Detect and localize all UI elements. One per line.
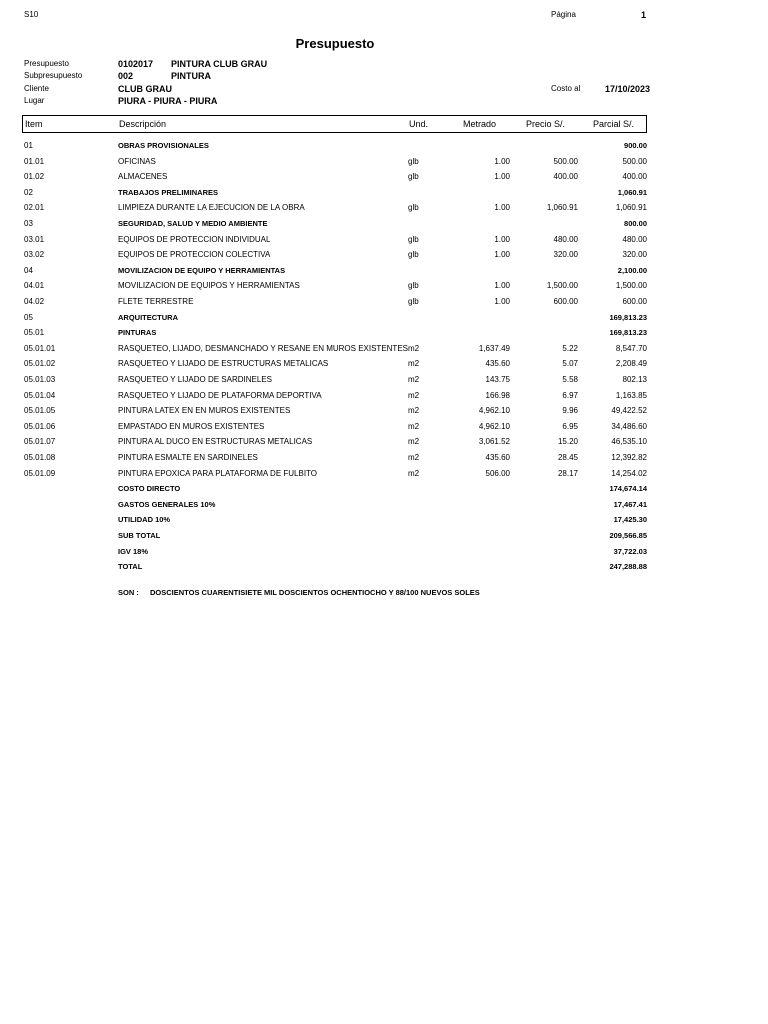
row-parcial: 1,060.91 [615,203,647,213]
table-row [0,141,768,155]
row-item: 04.02 [24,297,45,306]
row-description: PINTURA AL DUCO EN ESTRUCTURAS METALICAS [118,437,313,447]
lugar-label: Lugar [24,96,45,105]
row-metrado: 1.00 [494,156,510,166]
row-parcial: 169,813.23 [609,328,647,338]
table-row [0,344,768,358]
row-unit: m2 [408,453,420,462]
row-description: ALMACENES [118,172,168,182]
row-item: 01 [24,141,33,150]
table-row [0,359,768,373]
table-row [0,281,768,295]
row-metrado: 143.75 [485,375,510,384]
row-metrado: 1.00 [494,281,510,291]
row-description: FLETE TERRESTRE [118,297,194,306]
row-item: 05.01.02 [24,359,56,369]
row-description: LIMPIEZA DURANTE LA EJECUCION DE LA OBRA [118,203,305,213]
row-precio: 1,500.00 [546,281,578,291]
row-item: 03.02 [24,250,45,260]
row-unit: m2 [408,406,420,416]
costo-label: Costo al [551,84,581,93]
row-parcial: 34,486.60 [611,421,647,431]
row-unit: m2 [408,437,420,447]
row-metrado: 166.98 [485,390,510,400]
table-row [0,235,768,249]
row-parcial: 1,163.85 [615,390,647,400]
cliente-value: CLUB GRAU [118,84,172,94]
row-item: 05.01.08 [24,453,56,462]
row-description: ARQUITECTURA [118,312,178,322]
row-item: 01.01 [24,156,45,166]
row-description: MOVILIZACION DE EQUIPO Y HERRAMIENTAS [118,265,286,275]
row-parcial: 14,254.02 [611,468,647,478]
row-precio: 9.96 [562,406,578,416]
row-metrado: 3,061.52 [478,437,510,447]
total-value: 17,425.30 [613,515,647,525]
row-metrado: 1.00 [494,203,510,213]
row-parcial: 800.00 [624,219,647,228]
col-parcial: Parcial S/. [593,119,635,129]
row-description: TRABAJOS PRELIMINARES [118,187,219,197]
son-text: DOSCIENTOS CUARENTISIETE MIL DOSCIENTOS OCHENTIOCHO Y 88/100 NUEVOS SOLES [150,588,480,597]
row-metrado: 435.60 [485,359,510,369]
total-label: UTILIDAD 10% [118,515,171,525]
row-precio: 320.00 [553,250,578,260]
row-item: 03 [24,219,33,228]
row-item: 05.01.04 [24,390,56,400]
row-description: OFICINAS [118,156,156,166]
row-description: OBRAS PROVISIONALES [118,141,209,150]
row-item: 02 [24,187,33,197]
row-metrado: 4,962.10 [478,421,510,431]
row-parcial: 400.00 [622,172,647,182]
total-label: IGV 18% [118,546,149,556]
row-metrado: 1.00 [494,234,510,244]
row-unit: m2 [408,375,420,384]
total-value: 174,674.14 [609,484,647,494]
row-parcial: 500.00 [622,156,647,166]
row-metrado: 1,637.49 [478,343,510,353]
cliente-label: Cliente [24,84,49,93]
table-row [0,375,768,389]
page-title: Presupuesto [295,36,375,51]
col-descripcion: Descripción [119,119,167,129]
row-description: PINTURAS [118,328,157,338]
table-row [0,250,768,264]
table-row [0,188,768,202]
row-description: RASQUETEO Y LIJADO DE SARDINELES [118,375,272,384]
total-label: GASTOS GENERALES 10% [118,499,216,509]
row-parcial: 1,060.91 [617,187,647,197]
row-parcial: 2,100.00 [617,265,647,275]
row-item: 05.01.01 [24,343,56,353]
row-item: 05 [24,312,33,322]
row-unit: glb [408,234,419,244]
row-precio: 600.00 [553,297,578,306]
row-unit: m2 [408,343,420,353]
row-item: 04.01 [24,281,45,291]
row-metrado: 1.00 [494,172,510,182]
row-precio: 1,060.91 [546,203,578,213]
row-unit: glb [408,203,419,213]
subpresupuesto-label: Subpresupuesto [24,71,83,80]
row-item: 05.01.03 [24,375,56,384]
lugar-value: PIURA - PIURA - PIURA [118,96,218,106]
page-label: Página [551,10,576,19]
row-precio: 5.07 [562,359,578,369]
row-precio: 28.45 [557,453,578,462]
row-item: 03.01 [24,234,45,244]
row-unit: glb [408,172,419,182]
subpresupuesto-code: 002 [118,71,134,81]
row-metrado: 1.00 [494,250,510,260]
row-parcial: 802.13 [622,375,647,384]
totals-row [0,500,768,514]
row-precio: 5.58 [562,375,578,384]
table-row [0,453,768,467]
row-parcial: 8,547.70 [615,343,647,353]
row-description: MOVILIZACION DE EQUIPOS Y HERRAMIENTAS [118,281,300,291]
presupuesto-code: 0102017 [118,59,154,69]
row-precio: 15.20 [557,437,578,447]
row-description: SEGURIDAD, SALUD Y MEDIO AMBIENTE [118,219,268,228]
row-description: PINTURA EPOXICA PARA PLATAFORMA DE FULBITO [118,468,318,478]
row-precio: 6.95 [562,421,578,431]
row-item: 04 [24,265,33,275]
totals-row [0,547,768,561]
costo-date: 17/10/2023 [605,84,651,94]
row-item: 02.01 [24,203,45,213]
table-row [0,157,768,171]
row-unit: m2 [408,359,420,369]
row-description: EQUIPOS DE PROTECCION COLECTIVA [118,250,271,260]
table-row [0,203,768,217]
table-row [0,406,768,420]
table-row [0,437,768,451]
table-header [22,115,647,133]
row-precio: 480.00 [553,234,578,244]
row-item: 01.02 [24,172,45,182]
row-parcial: 900.00 [624,141,647,150]
totals-row [0,484,768,498]
totals-row [0,562,768,576]
row-unit: glb [408,297,419,306]
row-unit: m2 [408,468,420,478]
row-parcial: 46,535.10 [611,437,647,447]
row-parcial: 480.00 [622,234,647,244]
table-row [0,219,768,233]
software-code: S10 [24,10,39,19]
row-unit: glb [408,156,419,166]
row-precio: 5.22 [562,343,578,353]
row-item: 05.01.06 [24,421,56,431]
row-precio: 400.00 [553,172,578,182]
row-item: 05.01.07 [24,437,56,447]
row-description: PINTURA ESMALTE EN SARDINELES [118,453,258,462]
row-unit: m2 [408,421,420,431]
total-label: TOTAL [118,562,143,572]
subpresupuesto-name: PINTURA [171,71,211,81]
row-parcial: 2,208.49 [615,359,647,369]
row-unit: glb [408,250,419,260]
table-row [0,422,768,436]
row-item: 05.01 [24,328,45,338]
totals-row [0,515,768,529]
page-number: 1 [641,10,647,20]
row-item: 05.01.09 [24,468,56,478]
table-row [0,391,768,405]
totals-row [0,531,768,545]
col-metrado: Metrado [463,119,497,129]
table-row [0,297,768,311]
row-precio: 500.00 [553,156,578,166]
row-parcial: 12,392.82 [611,453,647,462]
table-row [0,313,768,327]
row-metrado: 435.60 [485,453,510,462]
row-parcial: 320.00 [622,250,647,260]
table-row [0,469,768,483]
row-description: EMPASTADO EN MUROS EXISTENTES [118,421,265,431]
row-unit: m2 [408,390,420,400]
row-parcial: 49,422.52 [611,406,647,416]
col-precio: Precio S/. [526,119,566,129]
total-label: COSTO DIRECTO [118,484,181,494]
row-metrado: 1.00 [494,297,510,306]
row-description: EQUIPOS DE PROTECCION INDIVIDUAL [118,234,271,244]
table-row [0,172,768,186]
row-description: RASQUETEO, LIJADO, DESMANCHADO Y RESANE EN MUROS EXISTENTES [118,343,408,353]
row-unit: glb [408,281,419,291]
table-row [0,266,768,280]
row-precio: 28.17 [557,468,578,478]
total-value: 17,467.41 [613,499,647,509]
col-und: Und. [409,119,429,129]
row-metrado: 506.00 [485,468,510,478]
son-label: SON : [118,588,139,597]
table-row [0,328,768,342]
row-metrado: 4,962.10 [478,406,510,416]
row-item: 05.01.05 [24,406,56,416]
total-value: 247,288.88 [609,562,647,572]
presupuesto-label: Presupuesto [24,59,69,68]
row-description: PINTURA LATEX EN EN MUROS EXISTENTES [118,406,291,416]
row-description: RASQUETEO Y LIJADO DE ESTRUCTURAS METALICAS [118,359,329,369]
total-label: SUB TOTAL [118,531,161,540]
row-parcial: 600.00 [622,297,647,306]
presupuesto-name: PINTURA CLUB GRAU [171,59,268,69]
total-value: 37,722.03 [613,546,647,556]
row-parcial: 169,813.23 [609,312,647,322]
row-parcial: 1,500.00 [615,281,647,291]
row-precio: 6.97 [562,390,578,400]
row-description: RASQUETEO Y LIJADO DE PLATAFORMA DEPORTIVA [118,390,322,400]
col-item: Item [25,119,43,129]
total-value: 209,566.85 [609,531,647,540]
